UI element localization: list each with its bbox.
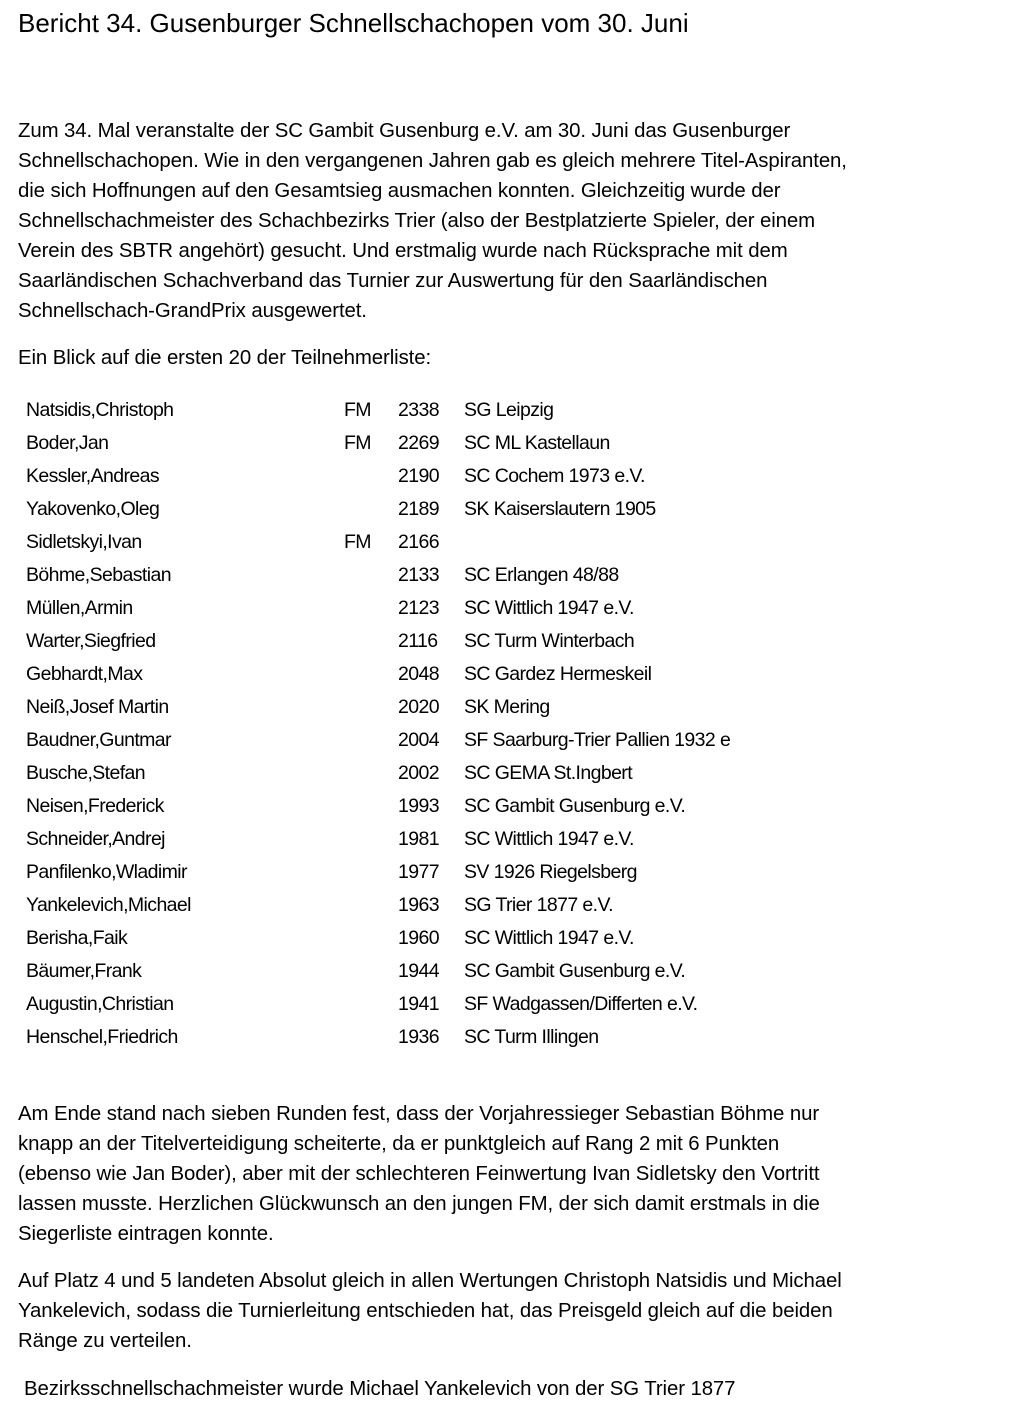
participant-name: Sidletskyi,Ivan	[26, 531, 142, 553]
places-paragraph: Auf Platz 4 und 5 landeten Absolut gleich in allen Wertungen Christoph Natsidis und Michael Yankelevich, sodass die Turnierleitung entschieden hat, das Preisgeld gleich auf die beiden Ränge zu verteilen.	[18, 1270, 842, 1352]
participant-rating: 2004	[398, 729, 439, 751]
participant-name: Neisen,Frederick	[26, 795, 164, 817]
participant-row	[26, 922, 806, 955]
participant-rating: 2189	[398, 498, 439, 520]
participant-club: SV 1926 Riegelsberg	[464, 861, 637, 883]
participant-rating: 1944	[398, 960, 439, 982]
district-champion-paragraph: Bezirksschnellschachmeister wurde Michael Yankelevich von der SG Trier 1877	[24, 1378, 736, 1400]
participant-name: Natsidis,Christoph	[26, 399, 174, 421]
participant-rating: 2166	[398, 531, 439, 553]
participant-name: Yakovenko,Oleg	[26, 498, 160, 520]
participant-rating: 2269	[398, 432, 439, 454]
participant-club: SF Saarburg-Trier Pallien 1932 e	[464, 729, 731, 751]
list-intro-paragraph: Ein Blick auf die ersten 20 der Teilnehmerliste:	[18, 347, 432, 369]
participant-row	[26, 1021, 806, 1054]
participant-club: SC Wittlich 1947 e.V.	[464, 828, 634, 850]
participant-row	[26, 856, 806, 889]
participant-row	[26, 559, 806, 592]
participant-club: SC Wittlich 1947 e.V.	[464, 597, 634, 619]
participant-club: SC Erlangen 48/88	[464, 564, 619, 586]
participant-row	[26, 427, 806, 460]
participant-club: SC Cochem 1973 e.V.	[464, 465, 645, 487]
participant-row	[26, 526, 806, 559]
participant-name: Kessler,Andreas	[26, 465, 159, 487]
participant-row	[26, 493, 806, 526]
participant-name: Baudner,Guntmar	[26, 729, 171, 751]
participant-row	[26, 988, 806, 1021]
participant-table	[26, 394, 806, 1054]
participant-rating: 2190	[398, 465, 439, 487]
participant-row	[26, 625, 806, 658]
participant-row	[26, 394, 806, 427]
participant-club: SC Gardez Hermeskeil	[464, 663, 652, 685]
participant-rating: 1963	[398, 894, 439, 916]
participant-row	[26, 823, 806, 856]
participant-name: Böhme,Sebastian	[26, 564, 171, 586]
participant-rating: 2133	[398, 564, 439, 586]
participant-row	[26, 691, 806, 724]
participant-club: SC Wittlich 1947 e.V.	[464, 927, 634, 949]
participant-rating: 1977	[398, 861, 439, 883]
participant-rating: 2338	[398, 399, 439, 421]
participant-rating: 2002	[398, 762, 439, 784]
participant-club: SC Gambit Gusenburg e.V.	[464, 960, 686, 982]
participant-row	[26, 790, 806, 823]
participant-row	[26, 658, 806, 691]
participant-row	[26, 955, 806, 988]
participant-rating: 2048	[398, 663, 439, 685]
participant-club: SF Wadgassen/Differten e.V.	[464, 993, 698, 1015]
participant-name: Müllen,Armin	[26, 597, 133, 619]
participant-name: Augustin,Christian	[26, 993, 174, 1015]
participant-club: SC Turm Illingen	[464, 1026, 599, 1048]
participant-name: Yankelevich,Michael	[26, 894, 191, 916]
participant-row	[26, 460, 806, 493]
participant-name: Neiß,Josef Martin	[26, 696, 169, 718]
participant-name: Boder,Jan	[26, 432, 109, 454]
participant-rating: 1960	[398, 927, 439, 949]
participant-name: Busche,Stefan	[26, 762, 146, 784]
participant-rating: 2116	[398, 630, 438, 652]
participant-rating: 2020	[398, 696, 439, 718]
participant-rating: 1936	[398, 1026, 439, 1048]
participant-club: SC ML Kastellaun	[464, 432, 610, 454]
participant-rating: 2123	[398, 597, 439, 619]
participant-row	[26, 889, 806, 922]
participant-rating: 1981	[398, 828, 439, 850]
participant-club: SC GEMA St.Ingbert	[464, 762, 633, 784]
participant-row	[26, 724, 806, 757]
participant-club: SG Trier 1877 e.V.	[464, 894, 613, 916]
participant-club: SC Gambit Gusenburg e.V.	[464, 795, 686, 817]
page-title: Bericht 34. Gusenburger Schnellschachopen vom 30. Juni	[18, 8, 689, 38]
participant-club: SG Leipzig	[464, 399, 554, 421]
participant-club: SK Mering	[464, 696, 550, 718]
participant-name: Bäumer,Frank	[26, 960, 142, 982]
participant-club: SC Turm Winterbach	[464, 630, 635, 652]
result-paragraph: Am Ende stand nach sieben Runden fest, dass der Vorjahressieger Sebastian Böhme nur knapp an der Titelverteidigung scheiterte, da er punktgleich auf Rang 2 mit 6 Punkten (ebenso wie Jan Boder), aber mit der schlechteren Feinwertung Ivan Sidletsky den Vortritt lassen musste. Herzlichen Glückwunsch an den jungen FM, der sich damit erstmals in die Siegerliste eintragen konnte.	[18, 1103, 820, 1245]
participant-row	[26, 592, 806, 625]
participant-name: Warter,Siegfried	[26, 630, 156, 652]
participant-name: Schneider,Andrej	[26, 828, 165, 850]
participant-name: Henschel,Friedrich	[26, 1026, 178, 1048]
participant-name: Gebhardt,Max	[26, 663, 143, 685]
participant-title: FM	[344, 531, 371, 553]
participant-rating: 1941	[398, 993, 439, 1015]
participant-name: Panfilenko,Wladimir	[26, 861, 187, 883]
participant-name: Berisha,Faik	[26, 927, 128, 949]
participant-rating: 1993	[398, 795, 439, 817]
intro-paragraph: Zum 34. Mal veranstalte der SC Gambit Gusenburg e.V. am 30. Juni das Gusenburger Schnellschachopen. Wie in den vergangenen Jahren gab es gleich mehrere Titel-Aspiranten, die sich Hoffnungen auf den Gesamtsieg ausmachen konnten. Gleichzeitig wurde der Schnellschachmeister des Schachbezirks Trier (also der Bestplatzierte Spieler, der einem Verein des SBTR angehört) gesucht. Und erstmalig wurde nach Rücksprache mit dem Saarländischen Schachverband das Turnier zur Auswertung für den Saarländischen Schnellschach-GrandPrix ausgewertet.	[18, 120, 847, 322]
participant-club: SK Kaiserslautern 1905	[464, 498, 656, 520]
participant-row	[26, 757, 806, 790]
participant-title: FM	[344, 399, 371, 421]
participant-title: FM	[344, 432, 371, 454]
